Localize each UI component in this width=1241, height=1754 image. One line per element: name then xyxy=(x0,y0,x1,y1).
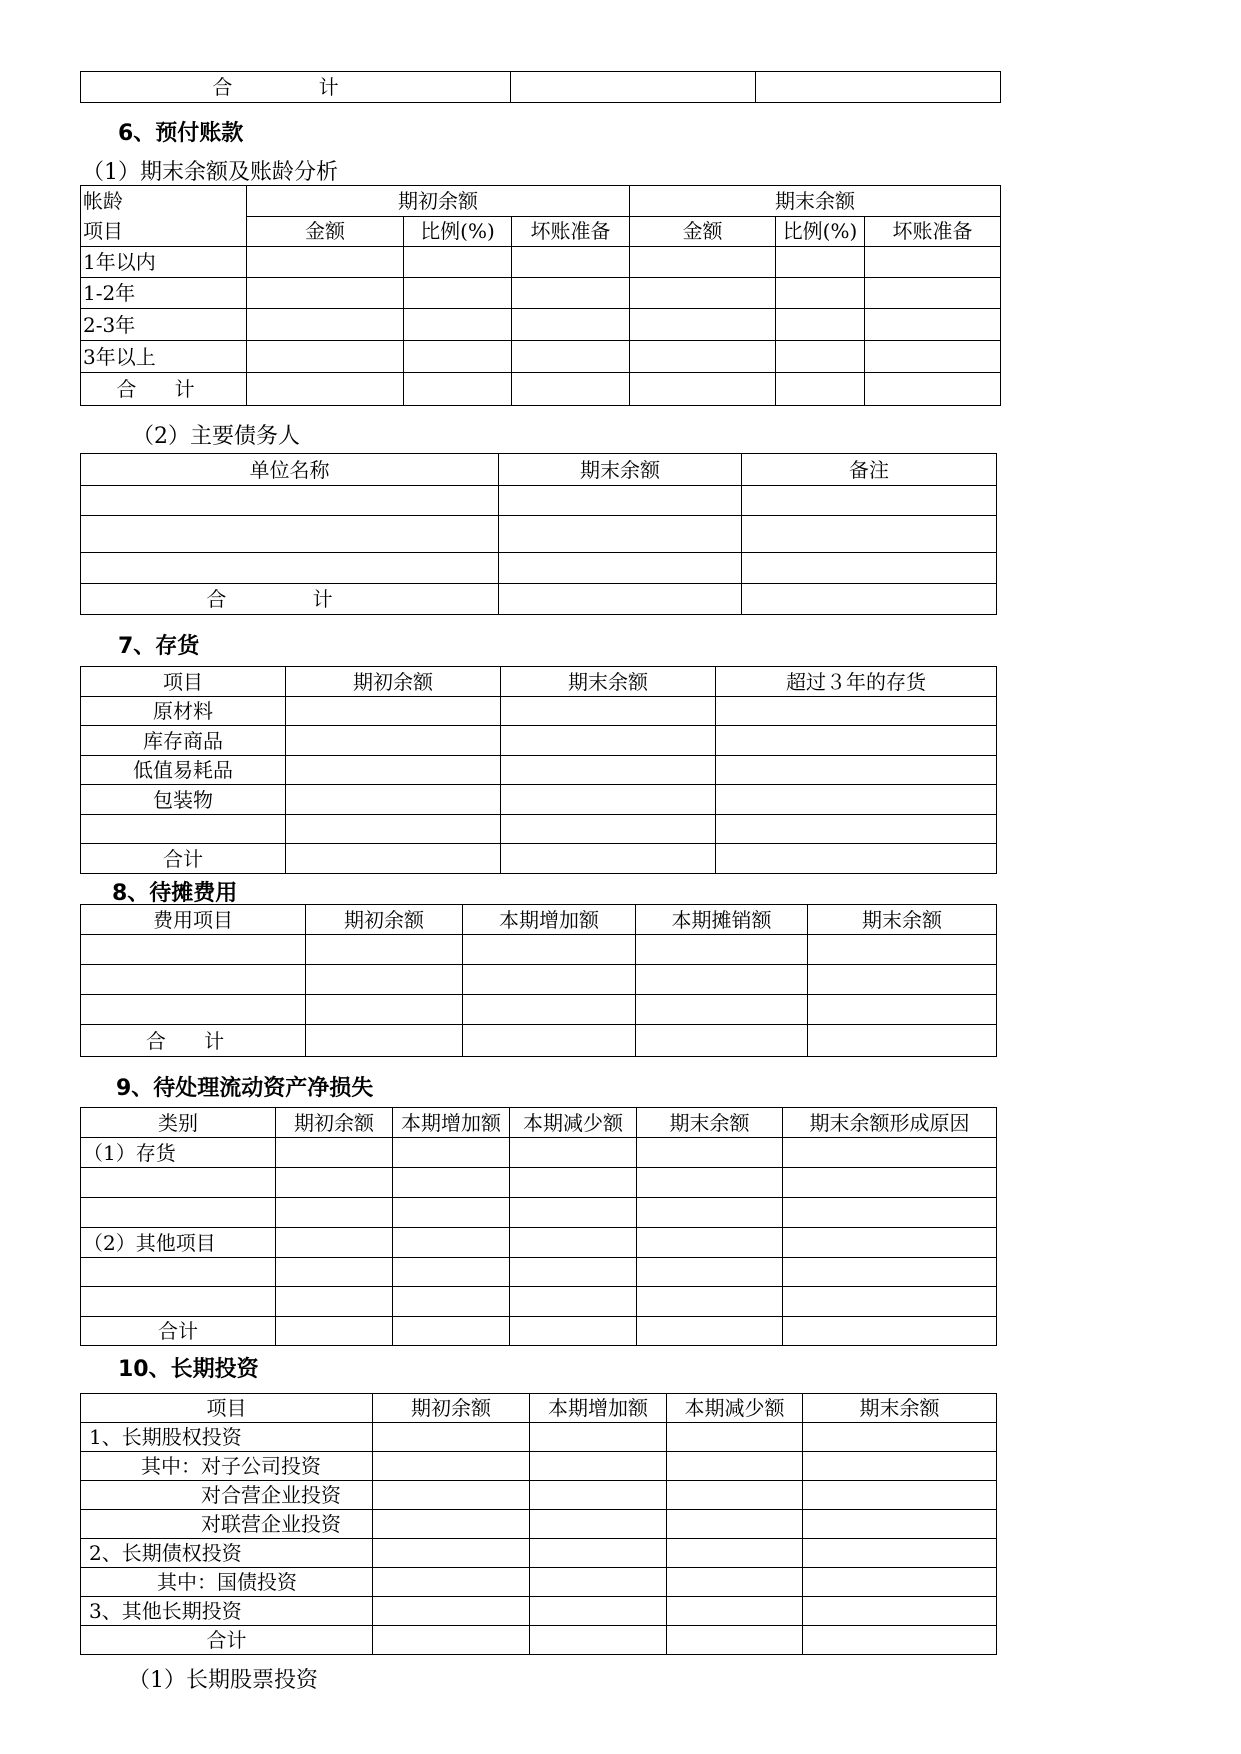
col-header: 单位名称 xyxy=(81,454,499,486)
col-header: 期末余额 xyxy=(637,1108,783,1138)
col-header: 期初余额 xyxy=(286,667,501,697)
total-label: 合计 xyxy=(81,844,286,874)
section-6-sub2: （2）主要债务人 xyxy=(132,424,300,449)
inventory-table xyxy=(80,666,997,874)
row-label: 原材料 xyxy=(81,697,286,726)
col-header: 本期减少额 xyxy=(510,1108,637,1138)
row-label: 3、其他长期投资 xyxy=(81,1597,373,1626)
group-header-open: 期初余额 xyxy=(247,186,630,217)
row-label xyxy=(81,1287,276,1317)
col-header: 坏账准备 xyxy=(512,216,630,247)
col-header: 金额 xyxy=(247,216,404,247)
col-header: 期末余额 xyxy=(501,667,716,697)
total-label: 合计 xyxy=(81,1317,276,1346)
main-debtors-table xyxy=(80,453,997,615)
col-header: 坏账准备 xyxy=(865,216,1001,247)
pending-loss-table xyxy=(80,1107,997,1346)
col-header: 本期减少额 xyxy=(667,1394,803,1423)
top-total-table xyxy=(80,71,1001,103)
col-header: 本期增加额 xyxy=(393,1108,510,1138)
total-label: 合 计 xyxy=(81,1025,306,1057)
row-label xyxy=(81,1168,276,1198)
section-10-sub1: （1）长期股票投资 xyxy=(128,1668,318,1693)
row-label xyxy=(81,815,286,844)
col-header: 期初余额 xyxy=(306,905,463,935)
col-header: 本期增加额 xyxy=(463,905,636,935)
col-header: 比例(%) xyxy=(776,216,865,247)
col-header: 本期增加额 xyxy=(530,1394,667,1423)
section-6-title: 6、预付账款 xyxy=(118,121,244,146)
col-header: 金额 xyxy=(630,216,776,247)
row-label: （1）存货 xyxy=(81,1138,276,1168)
row-label xyxy=(81,1198,276,1228)
row-label xyxy=(81,1258,276,1287)
col-header: 期末余额 xyxy=(803,1394,997,1423)
row-label: 1年以内 xyxy=(81,247,247,278)
col-header: 备注 xyxy=(742,454,997,486)
total-label: 合 计 xyxy=(81,373,247,406)
section-6-sub1: （1）期末余额及账龄分析 xyxy=(82,160,338,185)
row-label: 1、长期股权投资 xyxy=(81,1423,373,1452)
col-header: 期末余额 xyxy=(808,905,997,935)
section-8-title: 8、待摊费用 xyxy=(112,881,238,906)
section-9-title: 9、待处理流动资产净损失 xyxy=(116,1076,374,1101)
row-label: 3年以上 xyxy=(81,341,247,373)
prepaid-expense-table xyxy=(80,904,997,1057)
col-header: 类别 xyxy=(81,1108,276,1138)
col-header: 比例(%) xyxy=(404,216,512,247)
col-header: 期末余额形成原因 xyxy=(783,1108,997,1138)
prepaid-aging-table xyxy=(80,185,1001,406)
col-header: 项目 xyxy=(81,667,286,697)
total-label: 合计 xyxy=(81,1626,373,1655)
row-label: 1-2年 xyxy=(81,278,247,309)
group-header-close: 期末余额 xyxy=(630,186,1001,217)
row-label: 其中：国债投资 xyxy=(81,1568,373,1597)
corner-header: 帐龄 项目 xyxy=(81,186,247,247)
section-10-title: 10、长期投资 xyxy=(118,1357,259,1382)
total-cell: 合 计 xyxy=(81,72,511,103)
row-label: 2、长期债权投资 xyxy=(81,1539,373,1568)
row-label: 对合营企业投资 xyxy=(81,1481,373,1510)
col-header: 期初余额 xyxy=(276,1108,393,1138)
row-label: 库存商品 xyxy=(81,726,286,756)
row-label: 低值易耗品 xyxy=(81,756,286,785)
row-label: 包装物 xyxy=(81,785,286,815)
long-term-investment-table xyxy=(80,1393,997,1655)
row-label: 其中：对子公司投资 xyxy=(81,1452,373,1481)
total-label: 合 计 xyxy=(81,584,499,615)
row-label: （2）其他项目 xyxy=(81,1228,276,1258)
section-7-title: 7、存货 xyxy=(118,634,200,659)
row-label: 对联营企业投资 xyxy=(81,1510,373,1539)
col-header: 期初余额 xyxy=(373,1394,530,1423)
col-header: 项目 xyxy=(81,1394,373,1423)
col-header: 费用项目 xyxy=(81,905,306,935)
row-label: 2-3年 xyxy=(81,309,247,341)
col-header: 本期摊销额 xyxy=(636,905,808,935)
col-header: 期末余额 xyxy=(499,454,742,486)
col-header: 超过３年的存货 xyxy=(716,667,997,697)
